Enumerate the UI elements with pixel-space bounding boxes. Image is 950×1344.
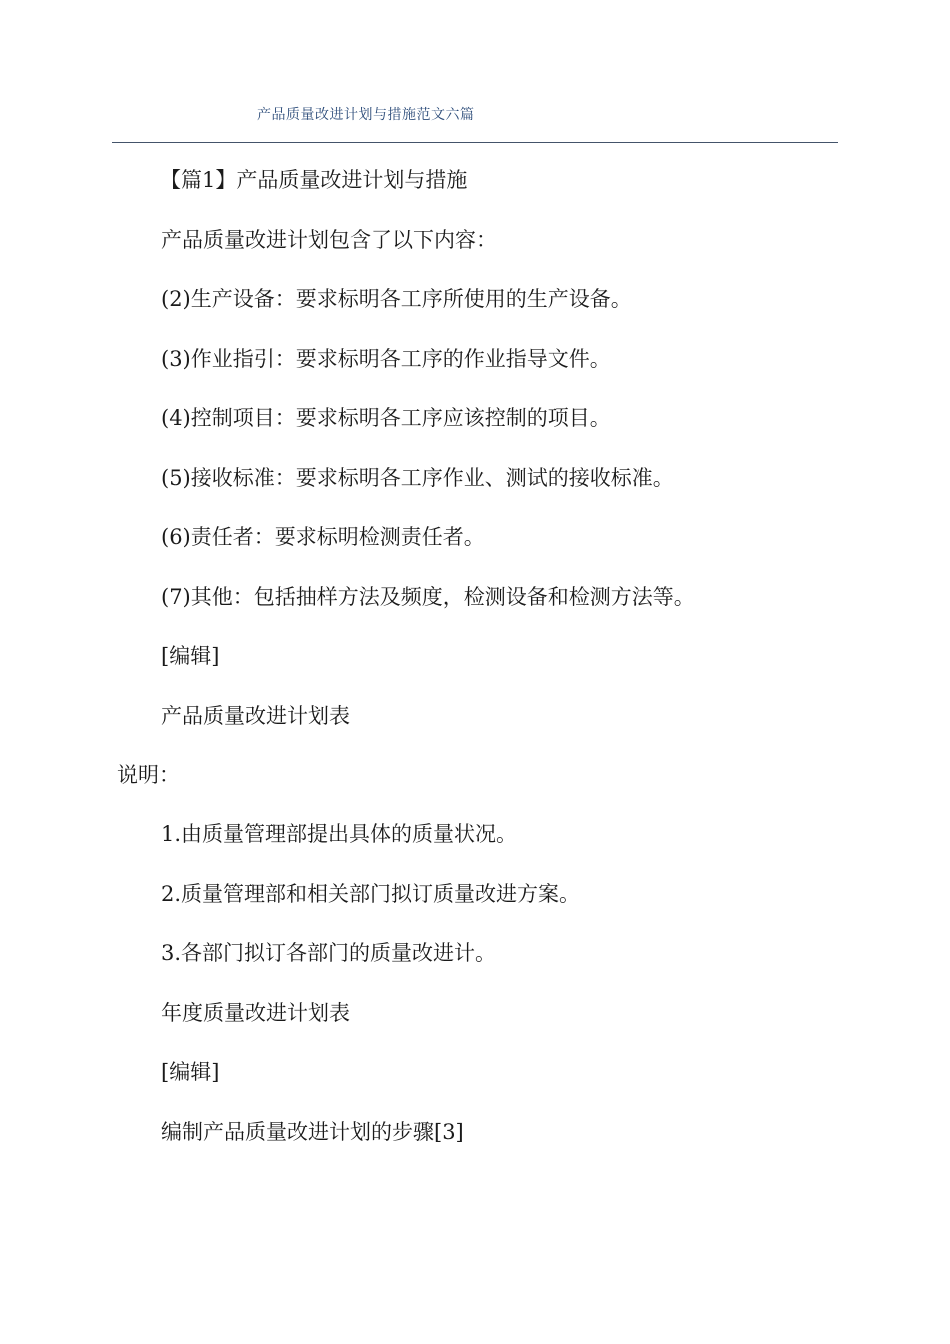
table-title: 产品质量改进计划表 xyxy=(161,704,350,728)
list-item: (5)接收标准：要求标明各工序作业、测试的接收标准。 xyxy=(161,466,674,490)
edit-link[interactable]: [编辑] xyxy=(161,1060,220,1084)
note-item: 1.由质量管理部提出具体的质量状况。 xyxy=(161,822,518,846)
note-item: 3.各部门拟订各部门的质量改进计。 xyxy=(161,941,497,965)
section-heading: 【篇1】产品质量改进计划与措施 xyxy=(160,168,468,192)
steps-title: 编制产品质量改进计划的步骤[3] xyxy=(161,1120,464,1144)
header-title: 产品质量改进计划与措施范文六篇 xyxy=(257,107,475,123)
note-label: 说明： xyxy=(117,763,180,787)
note-item: 2.质量管理部和相关部门拟订质量改进方案。 xyxy=(161,882,581,906)
annual-table-title: 年度质量改进计划表 xyxy=(161,1001,350,1025)
list-item: (7)其他：包括抽样方法及频度，检测设备和检测方法等。 xyxy=(161,585,695,609)
list-item: (3)作业指引：要求标明各工序的作业指导文件。 xyxy=(161,347,611,371)
edit-link[interactable]: [编辑] xyxy=(161,644,220,668)
header-divider xyxy=(112,142,838,143)
intro-paragraph: 产品质量改进计划包含了以下内容： xyxy=(161,228,497,252)
list-item: (2)生产设备：要求标明各工序所使用的生产设备。 xyxy=(161,287,632,311)
list-item: (4)控制项目：要求标明各工序应该控制的项目。 xyxy=(161,406,611,430)
list-item: (6)责任者：要求标明检测责任者。 xyxy=(161,525,485,549)
